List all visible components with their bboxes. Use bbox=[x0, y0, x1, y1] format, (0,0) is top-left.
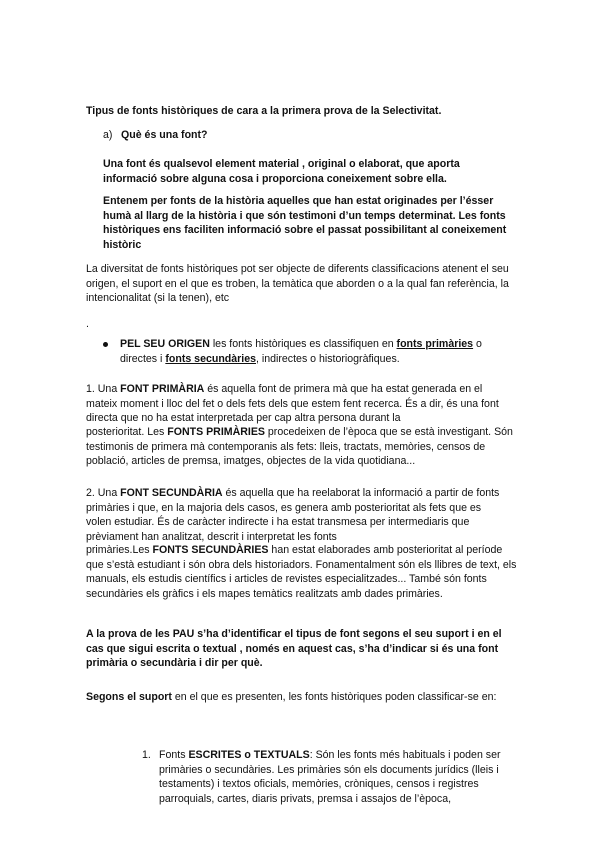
p2-d: primàries.Les bbox=[86, 544, 153, 556]
support-paragraph bbox=[86, 690, 516, 705]
support-rest: en el que es presenten, les fonts històriques poden classificar-se en: bbox=[171, 691, 497, 703]
origin-text-1: les fonts històriques es classifiquen en bbox=[209, 338, 397, 350]
p2-a: 2. Una bbox=[86, 487, 121, 499]
p1-f: procedeixen de l’època que se està investigant. Són testimonis de primera mà contemporanis als fets: lleis, tractats, memòries, censos de població, articles de premsa, imatges, objectes de la vida quotidiana... bbox=[86, 426, 513, 468]
origin-lead: PEL SEU ORIGEN bbox=[120, 338, 210, 350]
item1-term: ESCRITES o TEXTUALS bbox=[188, 749, 310, 761]
item-number: 1. bbox=[142, 749, 151, 761]
pau-paragraph: A la prova de les PAU s’ha d’identificar el tipus de font segons el seu suport i en el cas que sigui escrita o textual , només en aquest cas, s’ha d’indicar si és una font primària o secundària i dir per què. bbox=[86, 628, 502, 670]
doc-title: Tipus de fonts històriques de cara a la primera prova de la Selectivitat. bbox=[86, 105, 442, 117]
secondary-source-paragraph-b bbox=[86, 543, 518, 601]
p2-term: FONT SECUNDÀRIA bbox=[120, 487, 223, 499]
intro-paragraph: La diversitat de fonts històriques pot ser objecte de diferents classificacions atenent el seu origen, el suport en el que es troben, la temàtica que aborden o a la qual fan referència, la intencionalitat (si la tenen), etc bbox=[86, 263, 509, 305]
support-lead: Segons el suport bbox=[86, 691, 172, 703]
p1-term-2: FONTS PRIMÀRIES bbox=[167, 426, 265, 438]
secondary-source-paragraph-a bbox=[86, 486, 506, 544]
secondary-sources-link[interactable]: fonts secundàries bbox=[165, 352, 257, 365]
origin-text-2: o directes i bbox=[120, 338, 482, 365]
definition-1: Una font és qualsevol element material , original o elaborat, que aporta informació sobre alguna cosa i proporciona coneixement sobre ella. bbox=[103, 158, 460, 185]
stray-dot: . bbox=[86, 318, 89, 330]
origin-bullet bbox=[103, 337, 508, 366]
numbered-item-1 bbox=[142, 748, 512, 806]
p1-a: 1. Una bbox=[86, 383, 121, 395]
origin-text-3: , indirectes o historiogràfiques. bbox=[256, 352, 400, 365]
p2-f: han estat elaborades amb posterioritat al període que s’està estudiant i són obra dels historiadors. Fonamentalment són els llibres de text, els manuals, els estudis científics i articles de revistes especialitzades... També són fonts secundàries els gràfics i els mapes temàtics realitzats amb dades primàries. bbox=[86, 544, 517, 600]
question-item bbox=[103, 129, 208, 141]
p1-d: posterioritat. Les bbox=[86, 426, 168, 438]
primary-sources-link[interactable]: fonts primàries bbox=[396, 338, 474, 350]
item1-c: : Són les fonts més habituals i poden ser primàries o secundàries. Les primàries són els documents jurídics (lleis i testaments) i textos oficials, memòries, cròniques, censos i registres parroquials, cartes, diaris privats, premsa i assajos de l’època, bbox=[159, 749, 501, 805]
question-text: Què és una font? bbox=[121, 129, 208, 141]
definition-2: Entenem per fonts de la història aquelles que han estat originades per l’ésser humà al llarg de la història i que són testimoni d’un temps determinat. Les fonts històriques ens faciliten informació sobre el passat possibilitant al coneixement històric bbox=[103, 195, 507, 251]
primary-source-paragraph-b bbox=[86, 425, 518, 469]
p1-term: FONT PRIMÀRIA bbox=[120, 383, 205, 395]
question-marker: a) bbox=[103, 129, 113, 141]
primary-source-paragraph-a bbox=[86, 382, 511, 426]
p1-c: és aquella font de primera mà que ha estat generada en el mateix moment i lloc del fet o dels fets dels que estem fent recerca. És a dir, és una font directa que no ha estat interpretada per cap altra persona durant la bbox=[86, 383, 499, 425]
p2-term-2: FONTS SECUNDÀRIES bbox=[152, 544, 269, 556]
p2-c: és aquella que ha reelaborat la informació a partir de fonts primàries i que, en la majoria dels casos, es genera amb posterioritat als fets que es volen estudiar. És de caràcter indirecte i ha estat transmesa per intermediaris que prèviament han analitzat, descrit i interpretat les fonts bbox=[86, 487, 500, 543]
bullet-dot bbox=[103, 342, 108, 347]
item1-a: Fonts bbox=[159, 749, 189, 761]
